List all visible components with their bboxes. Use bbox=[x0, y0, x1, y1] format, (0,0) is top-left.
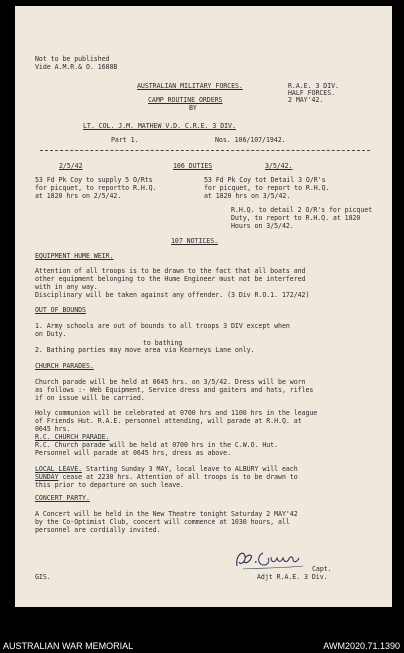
church-line: if on issue will be carried. bbox=[35, 394, 145, 402]
duties-right-line: Duty, to report to R.H.Q. at 1820 bbox=[231, 214, 361, 222]
archive-name: AUSTRALIAN WAR MEMORIAL bbox=[3, 641, 134, 651]
equipment-line: other equipment belonging to the Hume Engineer must not be interfered bbox=[35, 275, 306, 283]
communion-line: 0645 hrs. bbox=[35, 425, 71, 433]
duties-right-line: 53 Fd Pk Coy tot Detail 3 O/R's bbox=[204, 176, 326, 184]
church-line: Church parade will be held at 0645 hrs. on 3/5/42. Dress will be worn bbox=[35, 378, 306, 386]
document-page bbox=[15, 6, 392, 607]
order-date: 2 MAY'42. bbox=[288, 96, 324, 104]
leave-title: LOCAL LEAVE. bbox=[35, 465, 83, 473]
church-line: as follows :- Web Equipment, Service dress and gaiters and hats, rifles bbox=[35, 386, 314, 394]
communion-line: of Friends Hut. R.A.E. personnel attending, will parade at R.H.Q. at bbox=[35, 417, 302, 425]
duties-left-line: at 1820 hrs on 2/5/42. bbox=[35, 192, 122, 200]
camp-orders-title: CAMP ROUTINE ORDERS bbox=[148, 96, 223, 104]
equipment-line: Attention of all troops is to be drawn to the fact that all boats and bbox=[35, 267, 306, 275]
leave-line: this prior to departure on such leave. bbox=[35, 481, 184, 489]
vide-reference: Vide A.M.R.& O. 1688B bbox=[35, 63, 118, 71]
bounds-title: OUT OF BOUNDS bbox=[35, 306, 86, 314]
not-published-note: Not to be published bbox=[35, 55, 110, 63]
equipment-line: Disciplinary will be taken against any offender. (3 Div R.O.1. 172/42) bbox=[35, 291, 310, 299]
duties-right-line: for picquet, to report to R.H.Q. bbox=[204, 184, 330, 192]
force-name: AUSTRALIAN MILITARY FORCES. bbox=[137, 82, 243, 90]
duties-right-line: R.H.Q. to detail 2 O/R's for picquet bbox=[231, 206, 373, 214]
signatory-title: Adjt R.A.E. 3 Div. bbox=[257, 573, 328, 581]
duties-right-line: Hours on 3/5/42. bbox=[231, 222, 294, 230]
duties-right-date: 3/5/42. bbox=[265, 162, 293, 170]
duties-right-line: at 1820 hrs on 3/5/42. bbox=[204, 192, 291, 200]
duties-left-line: 53 Fd Pk Coy to supply 5 O/Rts bbox=[35, 176, 153, 184]
duties-left-date: 2/5/42 bbox=[59, 162, 83, 170]
leave-text: Starting Sunday 3 MAY, local leave to ALBURY will each bbox=[82, 465, 298, 473]
bounds-insert: to bathing bbox=[143, 339, 183, 347]
rc-church-line: R.C. Church parade will be held at 0700 hrs in the C.W.O. Hut. bbox=[35, 441, 279, 449]
communion-line: Holy communion will be celebrated at 0700 hrs and 1100 hrs in the league bbox=[35, 409, 318, 417]
equipment-line: with in any way. bbox=[35, 283, 98, 291]
officer-name: LT. COL. J.M. MATHEW V.D. C.R.E. 3 DIV. bbox=[83, 122, 236, 130]
leave-sunday: SUNDAY bbox=[35, 473, 59, 481]
by-label: BY bbox=[189, 104, 197, 112]
concert-line: A Concert will be held in the New Theatre tonight Saturday 2 MAY'42 bbox=[35, 510, 298, 518]
leave-text: cease at 2230 hrs. Attention of all troops is to be drawn to bbox=[58, 473, 298, 481]
order-numbers: Nos. 106/107/1942. bbox=[215, 136, 286, 144]
typist-initials: GIS. bbox=[35, 573, 51, 581]
archive-id: AWM2020.71.1390 bbox=[323, 641, 400, 651]
notices-heading: 107 NOTICES. bbox=[171, 237, 219, 245]
signatory-rank: Capt. bbox=[312, 565, 332, 573]
concert-line: by the Co-Optimist Club, concert will commence at 1030 hours, all bbox=[35, 518, 290, 526]
rc-church-line: Personnel will parade at 0645 hrs, dress as above. bbox=[35, 449, 231, 457]
bounds-item: 2. Bathing parties may move area via Kearneys Lane only. bbox=[35, 346, 255, 354]
duties-left-line: for picquet, to reportto R.H.Q. bbox=[35, 184, 157, 192]
signature-image bbox=[233, 544, 309, 574]
rc-church-title: R.C. CHURCH PARADE. bbox=[35, 433, 110, 441]
bounds-item: on Duty. bbox=[35, 330, 67, 338]
concert-line: personnel are cordially invited. bbox=[35, 526, 161, 534]
equipment-title: EQUIPMENT HUME WEIR. bbox=[35, 252, 114, 260]
unit-name: R.A.E. 3 DIV. bbox=[288, 82, 339, 90]
bounds-item: 1. Army schools are out of bounds to all troops 3 DIV except when bbox=[35, 322, 290, 330]
concert-title: CONCERT PARTY. bbox=[35, 494, 90, 502]
location-name: HALF FORCES. bbox=[288, 89, 336, 97]
separator-line bbox=[40, 150, 370, 151]
part-label: Part 1. bbox=[111, 136, 139, 144]
archive-footer bbox=[0, 636, 404, 653]
church-title: CHURCH PARADES. bbox=[35, 362, 94, 370]
duties-heading: 106 DUTIES bbox=[173, 162, 213, 170]
